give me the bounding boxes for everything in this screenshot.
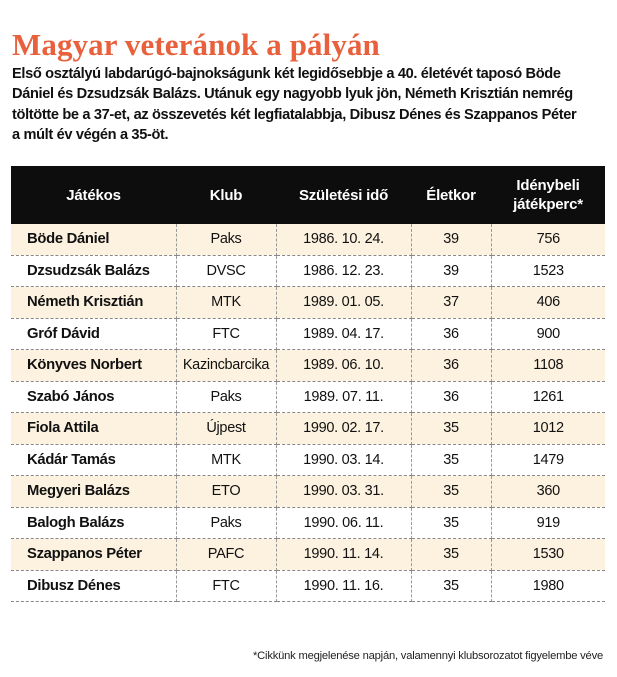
table-row (11, 287, 605, 319)
cell-club: ETO (176, 476, 276, 508)
cell-player: Szappanos Péter (11, 539, 176, 571)
cell-minutes: 1523 (491, 255, 605, 287)
cell-birth: 1990. 03. 14. (276, 444, 411, 476)
veterans-table-container (11, 166, 605, 602)
table-row (11, 570, 605, 602)
cell-age: 35 (411, 539, 491, 571)
table-row (11, 381, 605, 413)
cell-minutes: 406 (491, 287, 605, 319)
veterans-table (11, 166, 605, 602)
cell-player: Kádár Tamás (11, 444, 176, 476)
cell-club: FTC (176, 318, 276, 350)
cell-player: Balogh Balázs (11, 507, 176, 539)
cell-birth: 1990. 06. 11. (276, 507, 411, 539)
cell-club: Paks (176, 224, 276, 255)
cell-birth: 1990. 11. 14. (276, 539, 411, 571)
table-row (11, 413, 605, 445)
page-title: Magyar veteránok a pályán (12, 26, 380, 62)
cell-birth: 1990. 03. 31. (276, 476, 411, 508)
header-minutes-line1: Idénybeli (516, 177, 580, 194)
cell-birth: 1986. 10. 24. (276, 224, 411, 255)
table-header (11, 166, 605, 224)
cell-minutes: 360 (491, 476, 605, 508)
table-row (11, 350, 605, 382)
table-row (11, 255, 605, 287)
cell-minutes: 900 (491, 318, 605, 350)
intro-paragraph: Első osztályú labdarúgó-bajnokságunk két legidősebbje a 40. életévét taposó Böde Dániel és Dzsudzsák Balázs. Utánuk egy nagyobb lyuk jön, Németh Krisztián nemrég töltötte be a 37-et, az összevetés két legfiatalabbja, Dibusz Dénes és Szappanos Péter a múlt év végén a 35-öt. (12, 65, 577, 144)
table-row (11, 539, 605, 571)
cell-age: 35 (411, 570, 491, 602)
table-row (11, 224, 605, 255)
table-body (11, 224, 605, 602)
footnote: *Cikkünk megjelenése napján, valamennyi klubsorozatot figyelembe véve (253, 650, 603, 662)
cell-minutes: 1108 (491, 350, 605, 382)
header-row (11, 166, 605, 224)
cell-minutes: 1012 (491, 413, 605, 445)
header-player: Játékos (11, 166, 176, 224)
cell-age: 39 (411, 224, 491, 255)
cell-player: Dzsudzsák Balázs (11, 255, 176, 287)
cell-birth: 1989. 01. 05. (276, 287, 411, 319)
cell-minutes: 1479 (491, 444, 605, 476)
cell-player: Könyves Norbert (11, 350, 176, 382)
cell-club: PAFC (176, 539, 276, 571)
cell-player: Németh Krisztián (11, 287, 176, 319)
cell-club: Újpest (176, 413, 276, 445)
cell-club: MTK (176, 287, 276, 319)
cell-age: 36 (411, 318, 491, 350)
cell-player: Megyeri Balázs (11, 476, 176, 508)
cell-age: 39 (411, 255, 491, 287)
cell-club: DVSC (176, 255, 276, 287)
cell-minutes: 756 (491, 224, 605, 255)
cell-age: 37 (411, 287, 491, 319)
header-minutes-line2: játékperc* (513, 196, 583, 213)
header-club: Klub (176, 166, 276, 224)
cell-age: 35 (411, 444, 491, 476)
cell-birth: 1990. 11. 16. (276, 570, 411, 602)
cell-club: Kazincbarcika (176, 350, 276, 382)
cell-age: 36 (411, 350, 491, 382)
cell-age: 35 (411, 507, 491, 539)
table-row (11, 318, 605, 350)
cell-birth: 1989. 07. 11. (276, 381, 411, 413)
cell-birth: 1986. 12. 23. (276, 255, 411, 287)
cell-birth: 1989. 04. 17. (276, 318, 411, 350)
cell-minutes: 919 (491, 507, 605, 539)
cell-player: Fiola Attila (11, 413, 176, 445)
cell-player: Szabó János (11, 381, 176, 413)
table-row (11, 507, 605, 539)
cell-player: Dibusz Dénes (11, 570, 176, 602)
cell-minutes: 1980 (491, 570, 605, 602)
header-age: Életkor (411, 166, 491, 224)
cell-club: Paks (176, 381, 276, 413)
cell-player: Böde Dániel (11, 224, 176, 255)
cell-age: 35 (411, 413, 491, 445)
cell-birth: 1990. 02. 17. (276, 413, 411, 445)
header-minutes (491, 166, 605, 224)
cell-minutes: 1261 (491, 381, 605, 413)
table-row (11, 476, 605, 508)
header-birth: Születési idő (276, 166, 411, 224)
cell-club: FTC (176, 570, 276, 602)
cell-player: Gróf Dávid (11, 318, 176, 350)
cell-club: Paks (176, 507, 276, 539)
cell-age: 36 (411, 381, 491, 413)
cell-age: 35 (411, 476, 491, 508)
table-row (11, 444, 605, 476)
cell-minutes: 1530 (491, 539, 605, 571)
cell-birth: 1989. 06. 10. (276, 350, 411, 382)
cell-club: MTK (176, 444, 276, 476)
